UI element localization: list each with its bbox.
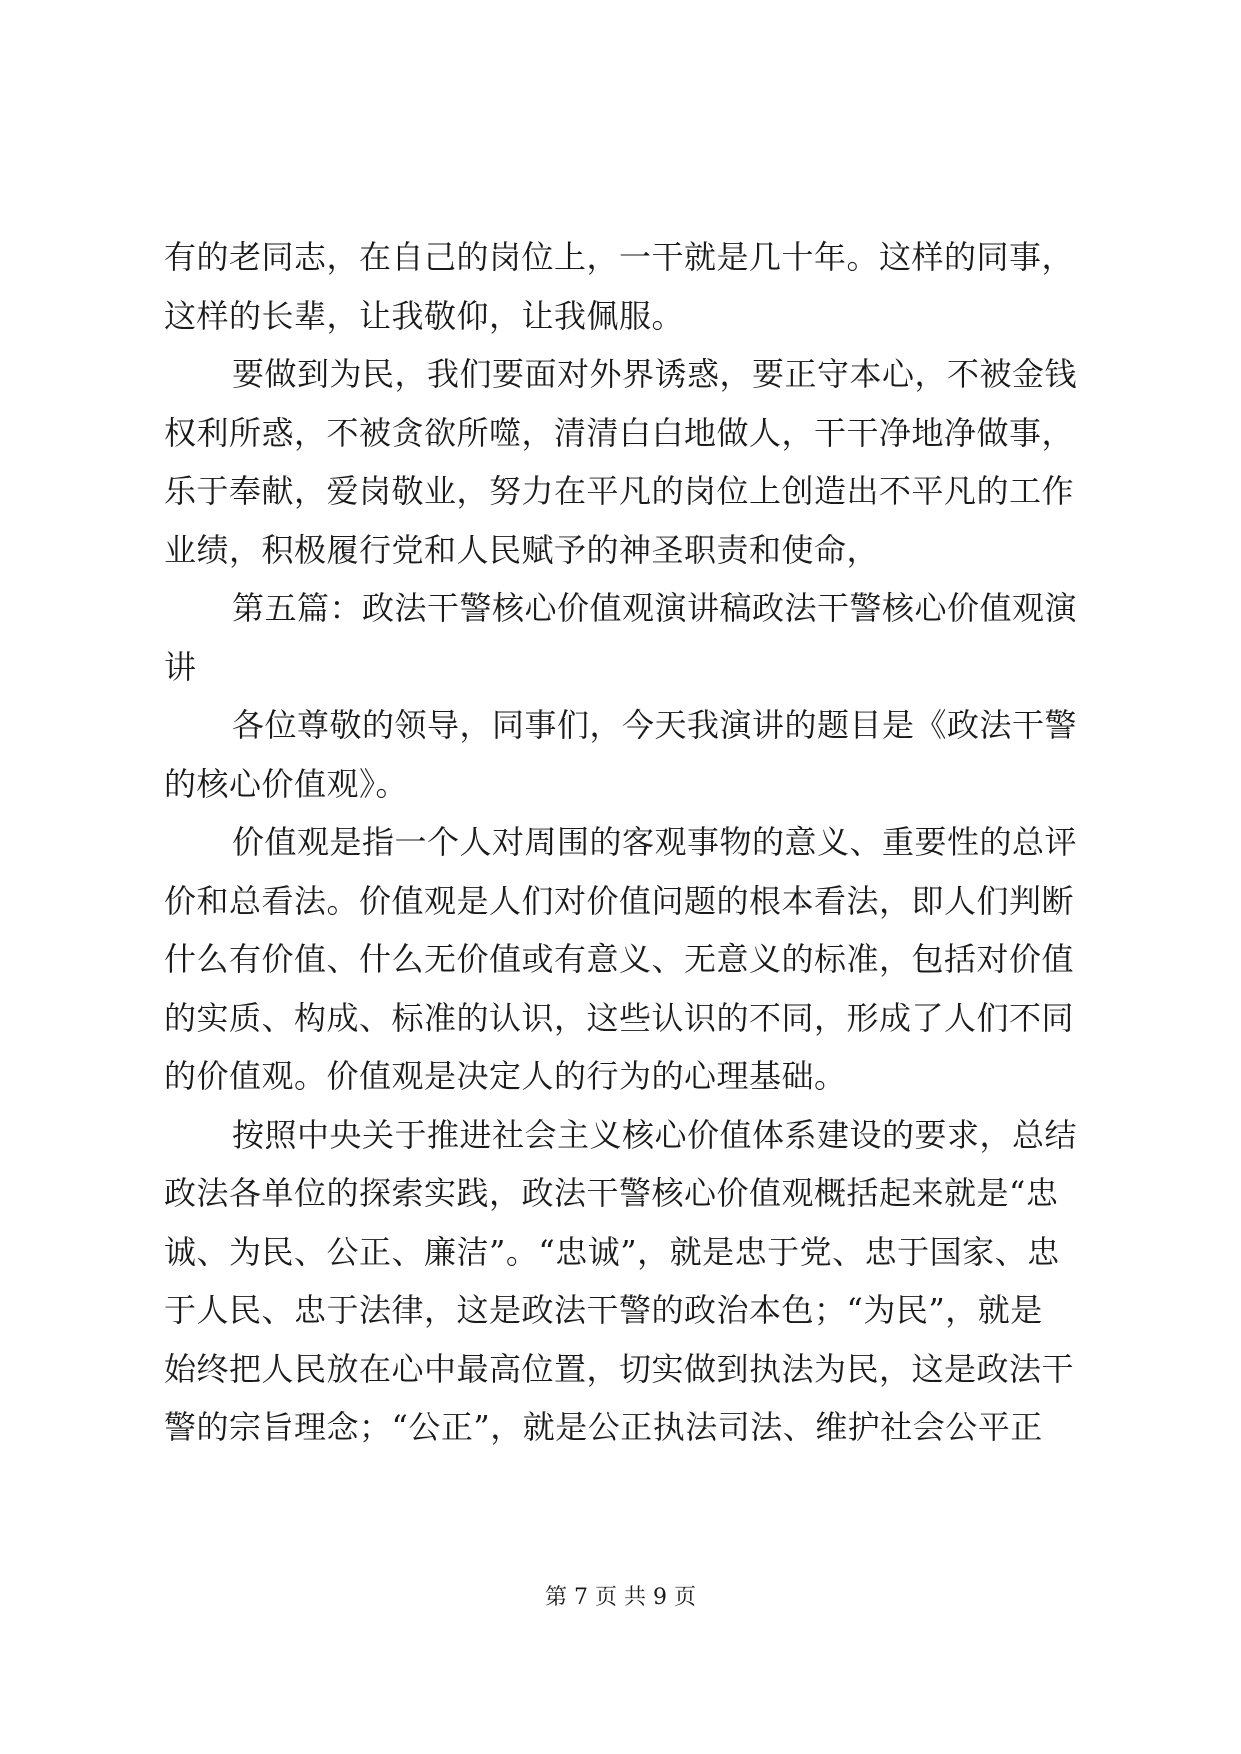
text-line: 业绩，积极履行党和人民赋予的神圣职责和使命， [164, 530, 880, 569]
text-line: 的价值观。价值观是决定人的行为的心理基础。 [164, 1057, 847, 1095]
text-line: 政法各单位的探索实践，政法干警核心价值观概括起来就是“忠 [164, 1174, 1059, 1212]
text-line: 价值观是指一个人对周围的客观事物的意义、重要性的总评 [232, 823, 1078, 861]
text-line: 价和总看法。价值观是人们对价值问题的根本看法，即人们判断 [164, 881, 1075, 920]
text-line: 要做到为民，我们要面对外界诱惑，要正守本心，不被金钱 [232, 355, 1078, 393]
text-line: 第五篇：政法干警核心价值观演讲稿政法干警核心价值观演 [232, 589, 1078, 627]
text-line: 这样的长辈，让我敬仰，让我佩服。 [164, 296, 685, 335]
text-line: 的实质、构成、标准的认识，这些认识的不同，形成了人们不同 [164, 998, 1075, 1037]
text-line: 始终把人民放在心中最高位置，切实做到执法为民，这是政法干 [164, 1349, 1075, 1388]
text-line: 于人民、忠于法律，这是政法干警的政治本色；“为民”，就是 [164, 1291, 1043, 1329]
text-line: 乐于奉献，爱岗敬业，努力在平凡的岗位上创造出不平凡的工作 [164, 472, 1075, 510]
page-footer: 第 7 页 共 9 页 [545, 1585, 696, 1610]
text-line: 诚、为民、公正、廉洁”。“忠诚”，就是忠于党、忠于国家、忠 [164, 1232, 1060, 1271]
body-text [164, 228, 1084, 1457]
text-line: 警的宗旨理念；“公正”，就是公正执法司法、维护社会公平正 [164, 1408, 1043, 1446]
text-line: 各位尊敬的领导，同事们，今天我演讲的题目是《政法干警 [232, 706, 1078, 744]
text-line: 的核心价值观》。 [164, 764, 409, 803]
text-line: 讲 [164, 647, 197, 686]
text-line: 什么有价值、什么无价值或有意义、无意义的标准，包括对价值 [164, 940, 1075, 978]
text-line: 按照中央关于推进社会主义核心价值体系建设的要求，总结 [232, 1115, 1078, 1154]
text-line: 权利所惑，不被贪欲所噬，清清白白地做人，干干净地净做事， [164, 413, 1075, 452]
text-line: 有的老同志，在自己的岗位上，一干就是几十年。这样的同事， [164, 238, 1075, 276]
